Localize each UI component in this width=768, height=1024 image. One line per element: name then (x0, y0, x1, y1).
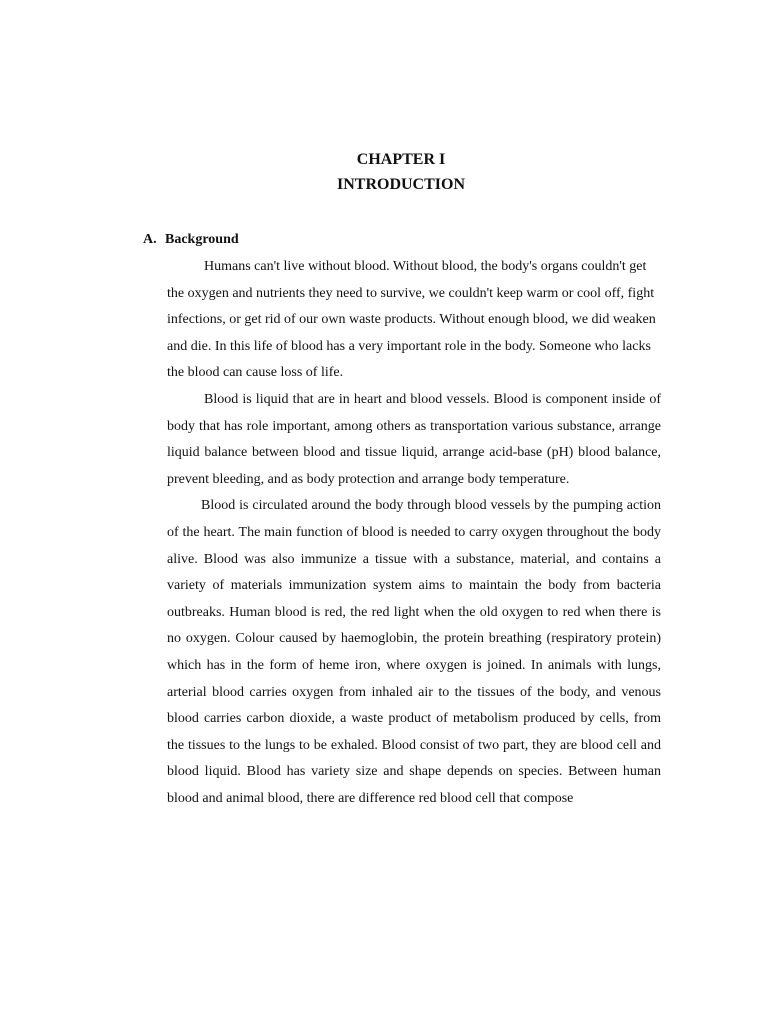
paragraph: Blood is circulated around the body through blood vessels by the pumping action of the heart. The main function of blood is needed to carry oxygen throughout the body alive. Blood was also immunize a tissue with a substance, material, and contains a variety of materials immunization system aims to maintain the body from bacteria outbreaks. Human blood is red, the red light when the old oxygen to red when there is no oxygen. Colour caused by haemoglobin, the protein breathing (respiratory protein) which has in the form of heme iron, where oxygen is joined. In animals with lungs, arterial blood carries oxygen from inhaled air to the tissues of the body, and venous blood carries carbon dioxide, a waste product of metabolism produced by cells, from the tissues to the lungs to be exhaled. Blood consist of two part, they are blood cell and blood liquid. Blood has variety size and shape depends on species. Between human blood and animal blood, there are difference red blood cell that compose (167, 498, 661, 806)
chapter-heading (0, 147, 768, 197)
chapter-title: INTRODUCTION (336, 176, 465, 193)
paragraph: Blood is liquid that are in heart and blood vessels. Blood is component inside of body that has role important, among others as transportation various substance, arrange liquid balance between blood and tissue liquid, arrange acid-base (pH) blood balance, prevent bleeding, and as body protection and arrange body temperature. (167, 391, 661, 487)
paragraph: Humans can't live without blood. Without blood, the body's organs couldn't get the oxygen and nutrients they need to survive, we couldn't keep warm or cool off, fight infections, or get rid of our own waste products. Without enough blood, we did weaken and die. In this life of blood has a very important role in the body. Someone who lacks the blood can cause loss of life. (167, 259, 656, 381)
section-title: Background (165, 232, 239, 247)
section-heading (143, 230, 239, 250)
body-text (167, 254, 661, 812)
section-letter: A. (143, 232, 157, 247)
chapter-label: CHAPTER I (356, 151, 446, 168)
